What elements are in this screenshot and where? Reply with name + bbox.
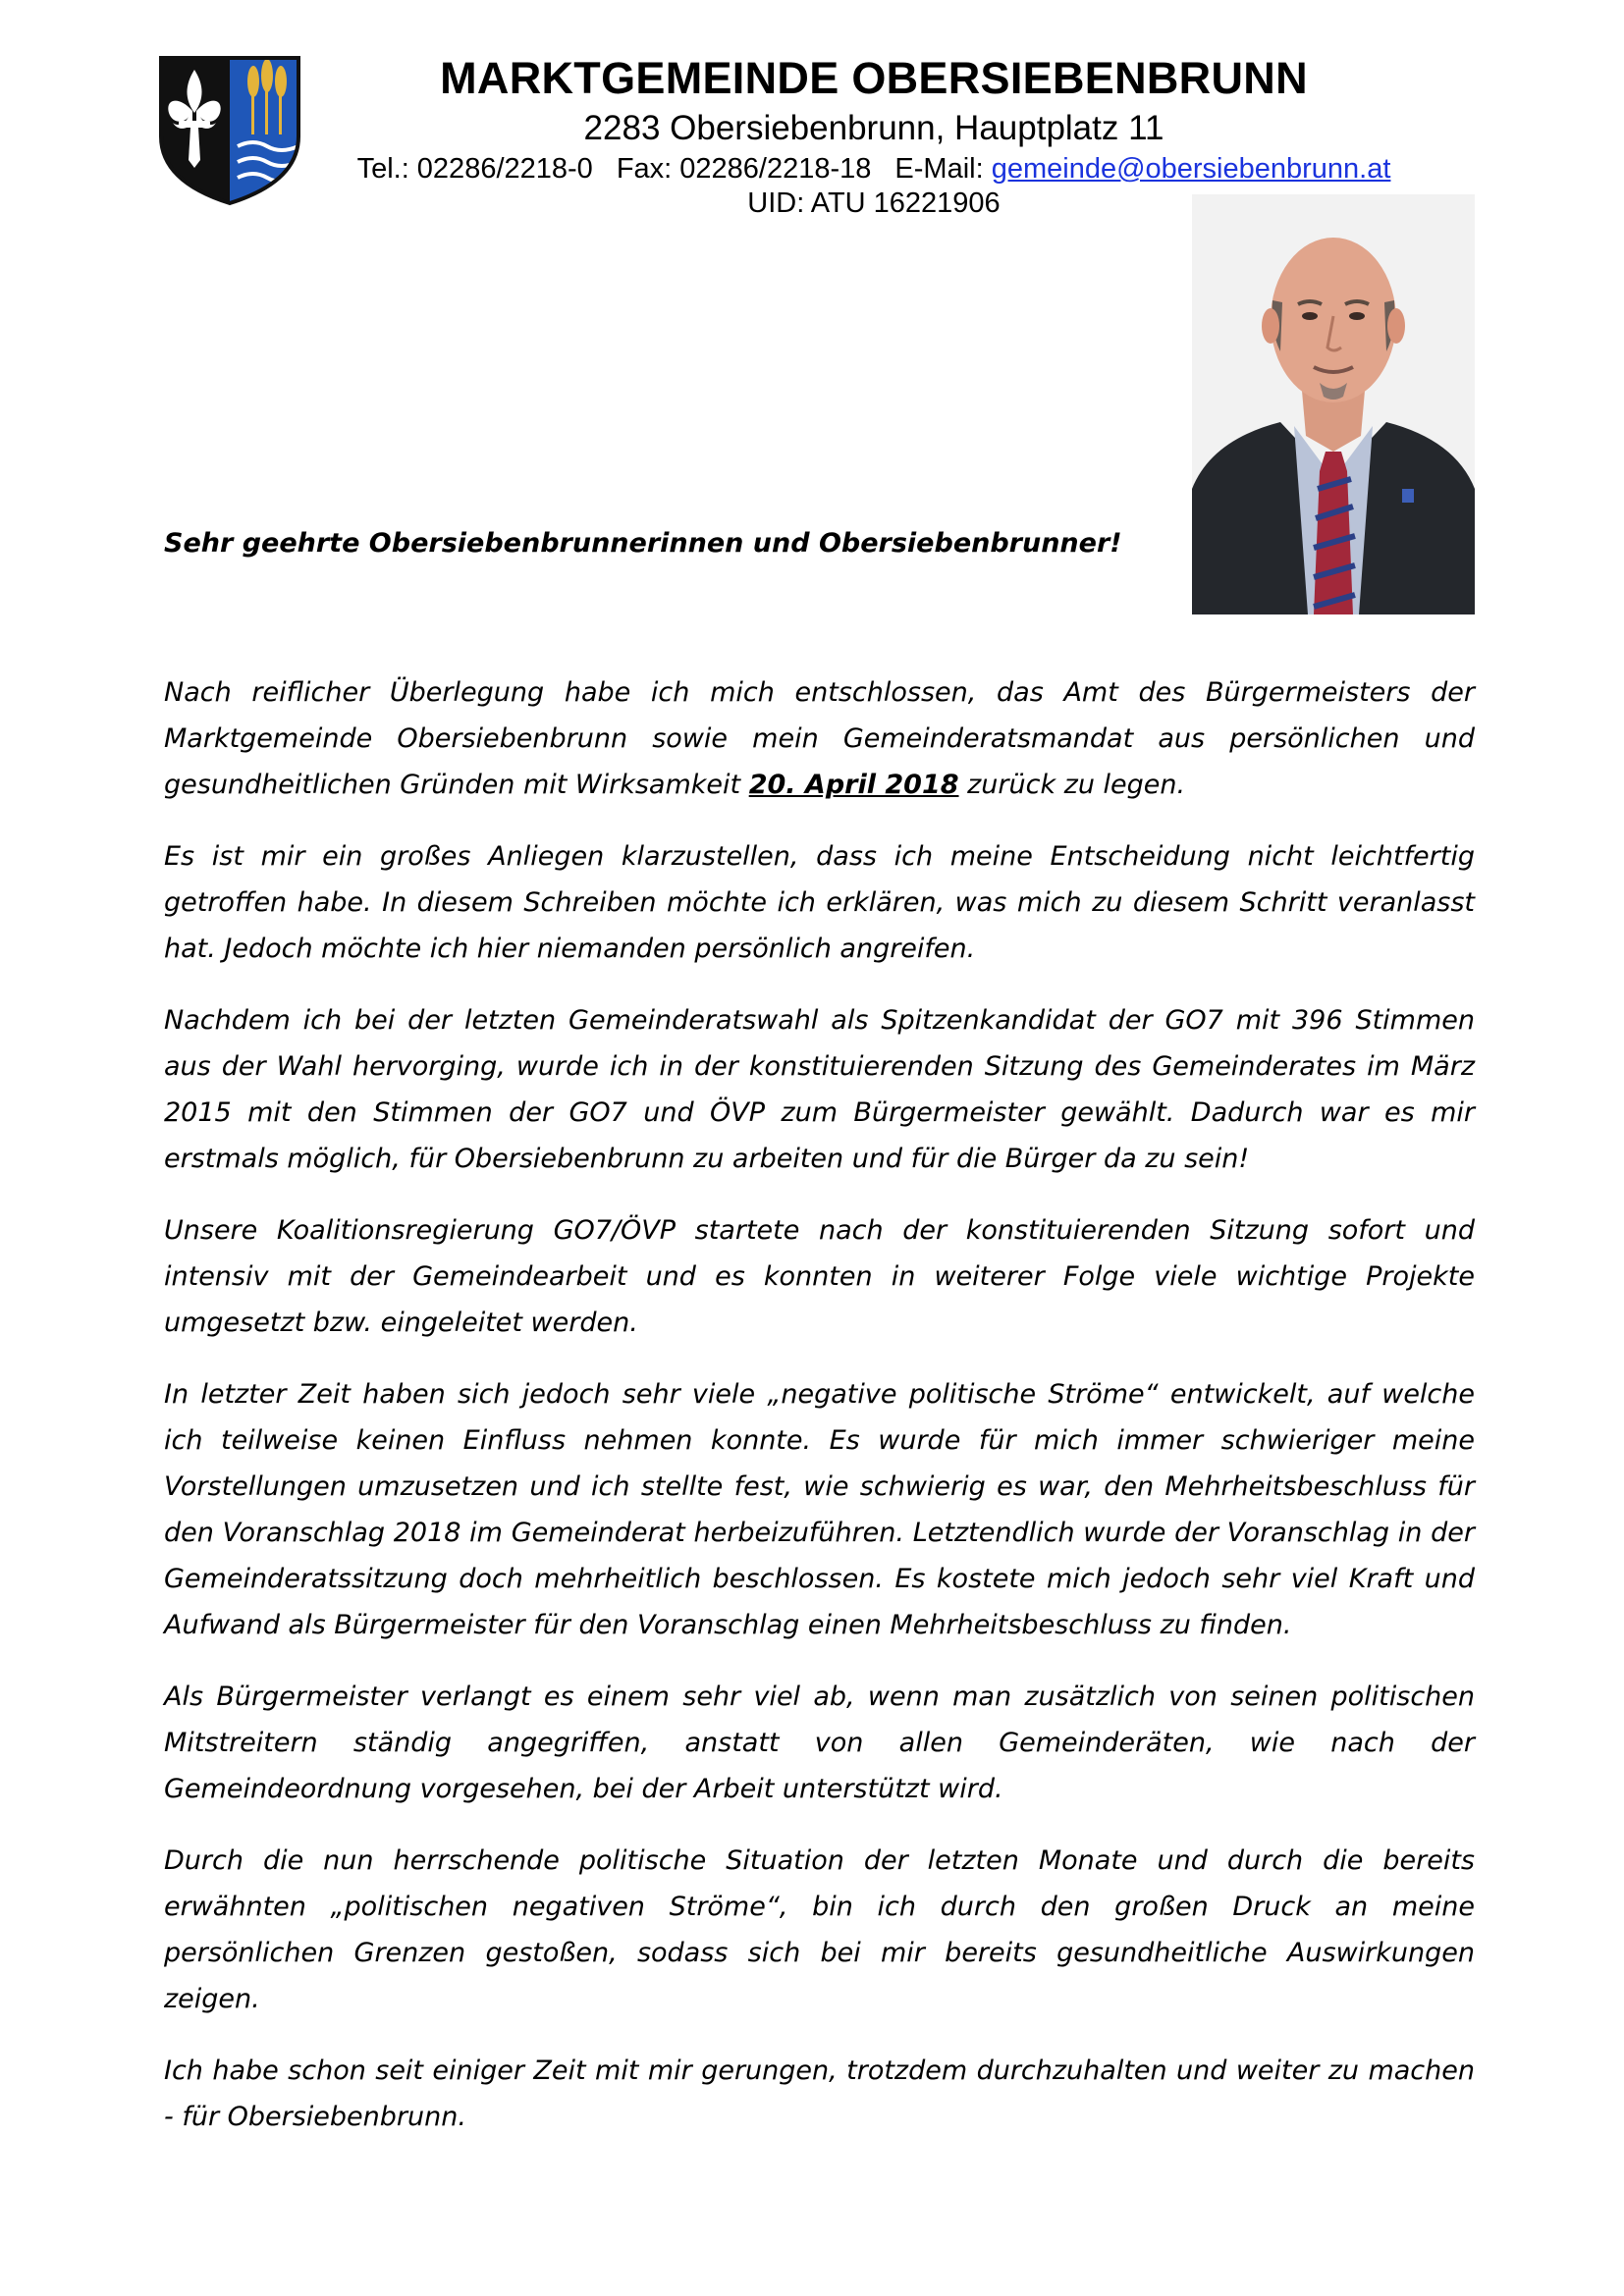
contact-line [0, 152, 1624, 186]
paragraph-demands: Als Bürgermeister verlangt es einem sehr viel ab, wenn man zusätzlich von seinen politischen Mitstreitern ständig angegriffen, anstatt von allen Gemeinderäten, wie nach der Gemeindeordnung vorgesehen, bei der Arbeit unterstützt wird. [164, 1682, 1475, 1804]
municipality-title: MARKTGEMEINDE OBERSIEBENBRUNN [440, 53, 1308, 103]
salutation: Sehr geehrte Obersiebenbrunnerinnen und Obersiebenbrunner! [164, 528, 1122, 559]
mayor-portrait-photo [1192, 194, 1475, 614]
paragraph-text: zurück zu legen. [958, 770, 1186, 800]
paragraph-resignation [164, 669, 1475, 808]
paragraph-health: Durch die nun herrschende politische Situation der letzten Monate und durch die bereits erwähnten „politischen negativen Ströme“, bin ich durch den großen Druck an meine persönlichen Grenzen gestoßen, sodass sich bei mir bereits gesundheitliche Auswirkungen zeigen. [164, 1845, 1475, 2014]
paragraph-coalition: Unsere Koalitionsregierung GO7/ÖVP startete nach der konstituierenden Sitzung sofort und intensiv mit der Gemeindearbeit und es konnten in weiterer Folge viele wichtige Projekte umgesetzt bzw. eingeleitet werden. [164, 1215, 1475, 1338]
paragraph-intent: Es ist mir ein großes Anliegen klarzustellen, dass ich meine Entscheidung nicht leichtfertig getroffen habe. In diesem Schreiben möchte ich erklären, was mich zu diesem Schritt veranlasst hat. Jedoch möchte ich hier niemanden persönlich angreifen. [164, 841, 1475, 964]
paragraph-struggle: Ich habe schon seit einiger Zeit mit mir gerungen, trotzdem durchzuhalten und weiter zu machen - für Obersiebenbrunn. [164, 2056, 1475, 2132]
letter-body [164, 669, 1475, 2165]
paragraph-election: Nachdem ich bei der letzten Gemeinderatswahl als Spitzenkandidat der GO7 mit 396 Stimmen aus der Wahl hervorging, wurde ich in der konstituierenden Sitzung des Gemeinderates im März 2015 mit den Stimmen der GO7 und ÖVP zum Bürgermeister gewählt. Dadurch war es mir erstmals möglich, für Obersiebenbrunn zu arbeiten und für die Bürger da zu sein! [164, 1005, 1475, 1174]
email-link[interactable]: gemeinde@obersiebenbrunn.at [991, 153, 1391, 185]
paragraph-political-currents: In letzter Zeit haben sich jedoch sehr viele „negative politische Ströme“ entwickelt, auf welche ich teilweise keinen Einfluss nehmen konnte. Es wurde für mich immer schwieriger meine Vorstellungen umzusetzen und ich stellte fest, wie schwierig es war, den Mehrheitsbeschluss für den Voranschlag 2018 im Gemeinderat herbeizuführen. Letztendlich wurde der Voranschlag in der Gemeinderatssitzung doch mehrheitlich beschlossen. Es kostete mich jedoch sehr viel Kraft und Aufwand als Bürgermeister für den Voranschlag einen Mehrheitsbeschluss zu finden. [164, 1379, 1475, 1640]
email-label: E-Mail: [894, 153, 992, 185]
effective-date: 20. April 2018 [748, 770, 959, 800]
municipality-address: 2283 Obersiebenbrunn, Hauptplatz 11 [583, 109, 1164, 147]
fax-number: Fax: 02286/2218-18 [616, 153, 872, 185]
paragraph-text: Nach reiflicher Überlegung habe ich mich entschlossen, das Amt des Bürgermeisters der Marktgemeinde Obersiebenbrunn sowie mein Gemeinderatsmandat aus persönlichen und gesundheitlichen Gründen mit Wirksamkeit [164, 677, 1475, 800]
telephone-number: Tel.: 02286/2218-0 [356, 153, 593, 185]
uid-number: UID: ATU 16221906 [747, 187, 1001, 219]
